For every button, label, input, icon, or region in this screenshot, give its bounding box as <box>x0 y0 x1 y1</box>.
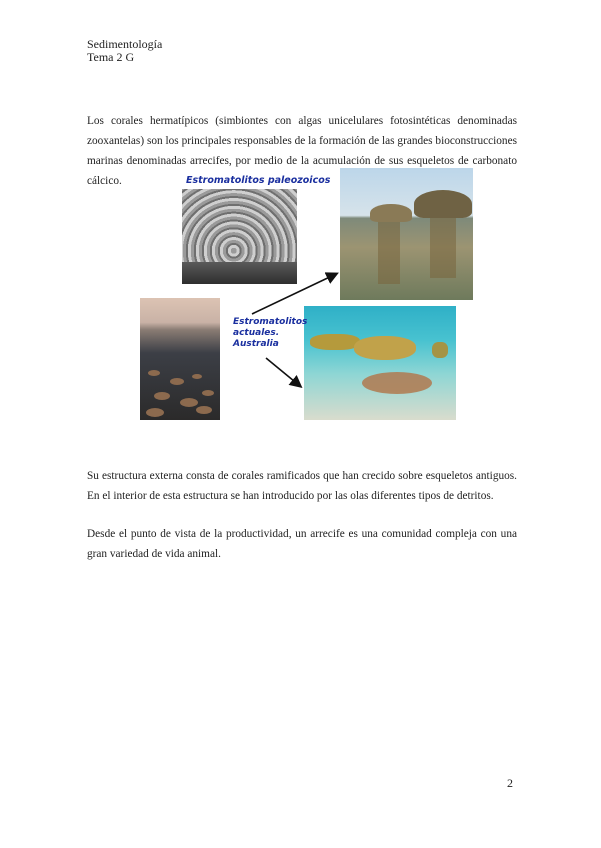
arrow-up-right <box>252 274 336 314</box>
caption-current <box>233 317 307 350</box>
paragraph-intro: Los corales hermatípicos (simbiontes con algas unicelulares fotosintéticas denominadas zooxantelas) son los principales responsables de la formación de las grandes bioconstrucciones marinas denominadas arrecifes, por medio de la acumulación de sus esqueletos de carbonato cálcico. <box>87 115 517 188</box>
page-number: 2 <box>507 776 513 790</box>
header-subject: Sedimentología <box>87 37 163 51</box>
paragraph-structure: Su estructura externa consta de corales ramificados que han crecido sobre esqueletos antiguos. En el interior de esta estructura se han introducido por las olas diferentes tipos de detritos. <box>87 470 517 503</box>
caption-paleozoic: Estromatolitos paleozoicos <box>186 175 331 186</box>
header-topic: Tema 2 G <box>87 50 135 64</box>
caption-current-line: Estromatolitos <box>233 317 308 327</box>
page-header <box>87 38 162 64</box>
caption-current-line: Australia <box>233 339 279 349</box>
arrows <box>138 164 458 424</box>
caption-current-line: actuales. <box>233 328 280 338</box>
paragraph-productivity: Desde el punto de vista de la productividad, un arrecife es una comunidad compleja con una gran variedad de vida animal. <box>87 528 517 561</box>
arrow-down-right <box>266 358 300 386</box>
stromatolite-figure <box>138 164 458 424</box>
